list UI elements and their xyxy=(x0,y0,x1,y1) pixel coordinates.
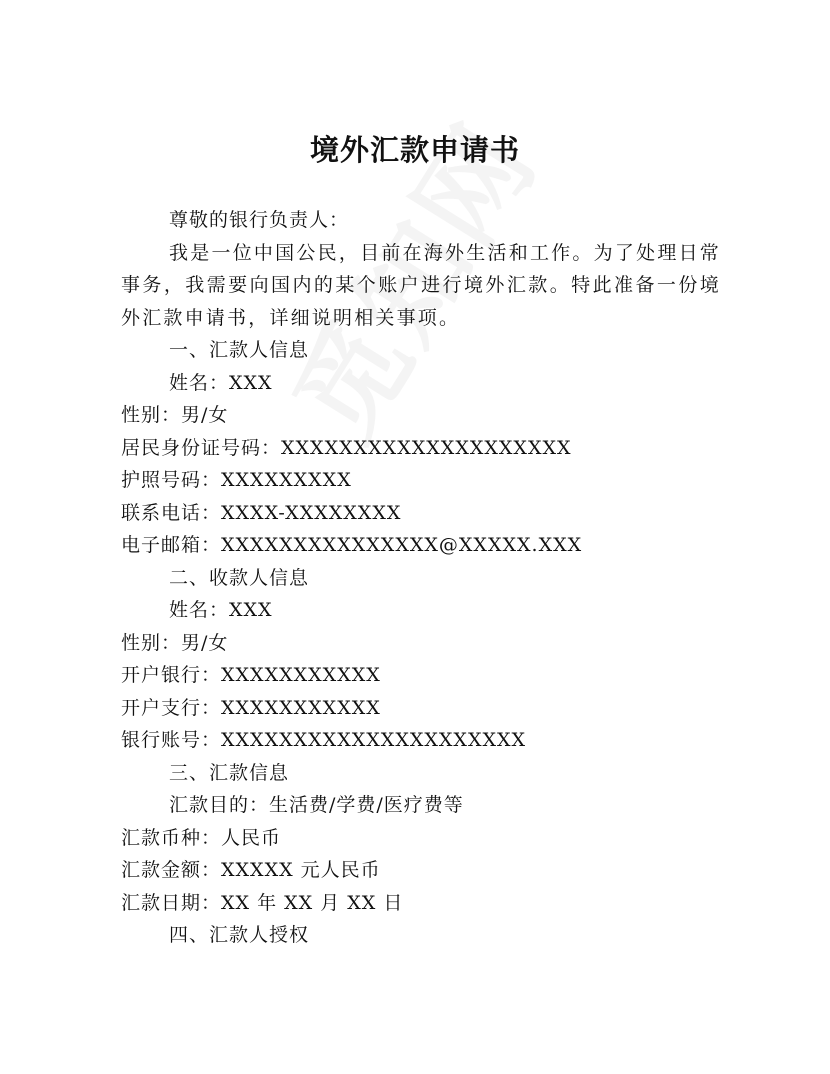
page-title: 境外汇款申请书 xyxy=(309,133,520,167)
beneficiary-account: 银行账号：XXXXXXXXXXXXXXXXXXXXX xyxy=(121,729,527,751)
remitter-email: 电子邮箱：XXXXXXXXXXXXXXX@XXXXX.XXX xyxy=(121,534,583,556)
remitter-name: 姓名：XXX xyxy=(169,371,273,394)
beneficiary-heading: 二、收款人信息 xyxy=(169,566,310,589)
remitter-passport: 护照号码：XXXXXXXXX xyxy=(121,469,352,491)
remitter-gender: 性别：男/女 xyxy=(121,404,229,426)
remittance-date: 汇款日期：XX 年 XX 月 XX 日 xyxy=(121,891,404,914)
remitter-id-number: 居民身份证号码：XXXXXXXXXXXXXXXXXXXX xyxy=(121,436,572,459)
beneficiary-bank: 开户银行：XXXXXXXXXXX xyxy=(121,664,381,686)
remittance-currency: 汇款币种：人民币 xyxy=(121,826,282,849)
remittance-heading: 三、汇款信息 xyxy=(169,761,290,784)
remitter-heading: 一、汇款人信息 xyxy=(169,339,310,361)
beneficiary-branch: 开户支行：XXXXXXXXXXX xyxy=(121,696,381,719)
beneficiary-gender: 性别：男/女 xyxy=(121,631,229,654)
authorization-heading: 四、汇款人授权 xyxy=(169,924,310,946)
remittance-purpose: 汇款目的：生活费/学费/医疗费等 xyxy=(169,794,464,816)
intro-paragraph: 我是一位中国公民，目前在海外生活和工作。为了处理日常事务，我需要向国内的某个账户进行境外汇款。特此准备一份境外汇款申请书，详细说明相关事项。 xyxy=(121,241,721,329)
salutation: 尊敬的银行负责人： xyxy=(169,209,350,231)
remitter-phone: 联系电话：XXXX-XXXXXXXX xyxy=(121,501,402,524)
beneficiary-name: 姓名：XXX xyxy=(169,599,273,621)
remittance-amount: 汇款金额：XXXXX 元人民币 xyxy=(121,859,381,881)
document-body xyxy=(121,204,721,952)
